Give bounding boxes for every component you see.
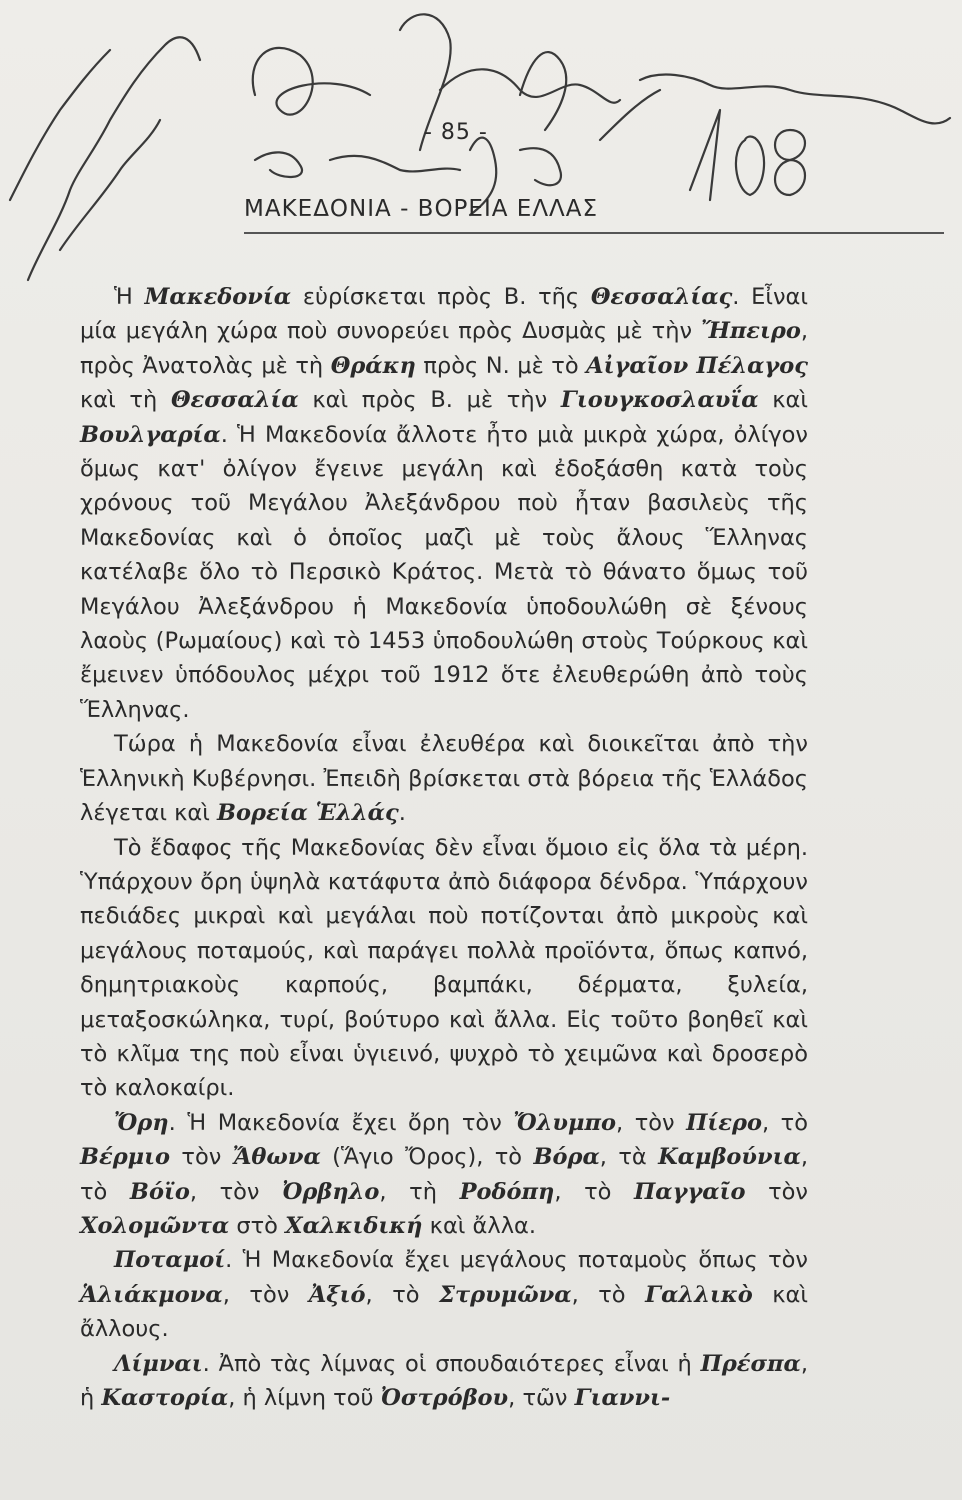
text-run: τὸν bbox=[745, 1178, 808, 1205]
emphasized-term: Ἄθωνα bbox=[232, 1144, 321, 1171]
text-run: , ἡ bbox=[80, 1350, 808, 1411]
emphasized-term: Μακεδονία bbox=[144, 284, 292, 310]
emphasized-term: Ὀρβηλο bbox=[282, 1178, 380, 1205]
text-run: . Εἶναι μία μεγάλη χώρα ποὺ συνορεύει πρὸς Δυσμὰς μὲ τὴν bbox=[80, 284, 808, 345]
emphasized-term: Βουλγαρία bbox=[80, 421, 221, 448]
handwritten-number bbox=[736, 137, 764, 195]
signature-loop bbox=[600, 90, 660, 140]
paragraph-intro bbox=[80, 280, 808, 727]
paragraph-mountains bbox=[80, 1106, 808, 1244]
handwritten-number bbox=[775, 130, 805, 195]
paragraph-terrain bbox=[80, 831, 808, 1106]
emphasized-term: Ροδόπη bbox=[459, 1178, 555, 1205]
emphasized-term: Βορεία Ἑλλάς bbox=[216, 800, 399, 827]
emphasized-term: Αἰγαῖον Πέλαγος bbox=[586, 352, 808, 379]
text-run: . bbox=[398, 800, 406, 827]
text-run: , τὸν bbox=[615, 1109, 687, 1136]
margin-signature-stroke bbox=[10, 50, 110, 200]
text-run: καὶ ἄλλα. bbox=[422, 1212, 536, 1239]
body-text bbox=[80, 280, 808, 1415]
margin-signature-stroke bbox=[60, 120, 160, 250]
text-run: . Ἀπὸ τὰς λίμνας οἱ σπουδαιότερες εἶναι ἡ bbox=[202, 1350, 701, 1377]
header-rule bbox=[244, 232, 944, 234]
text-run: πρὸς Ν. μὲ τὸ bbox=[415, 352, 587, 379]
text-run: , ἡ λίμνη τοῦ bbox=[228, 1385, 381, 1411]
emphasized-term: Γιαννι- bbox=[574, 1385, 671, 1411]
text-run: , τὸ bbox=[554, 1178, 635, 1205]
text-run: , τὸ bbox=[365, 1281, 440, 1308]
handwritten-number bbox=[690, 110, 720, 200]
emphasized-term: Λίμναι bbox=[114, 1350, 203, 1377]
text-run: (Ἅγιο Ὄρος), τὸ bbox=[320, 1144, 534, 1171]
emphasized-term: Χαλκιδική bbox=[285, 1212, 423, 1239]
emphasized-term: Καστορία bbox=[101, 1385, 229, 1411]
section-title: ΜΑΚΕΔΟΝΙΑ - ΒΟΡΕΙΑ ΕΛΛΑΣ bbox=[244, 196, 599, 222]
text-run: , τὸ bbox=[571, 1281, 646, 1308]
text-run: καὶ bbox=[758, 387, 809, 414]
text-run: Ἡ bbox=[114, 284, 145, 310]
emphasized-term: Ὄλυμπο bbox=[513, 1109, 616, 1136]
emphasized-term: Ὀστρόβου bbox=[380, 1385, 509, 1411]
text-run: , τὸ bbox=[80, 1144, 808, 1205]
signature-loop bbox=[520, 52, 566, 130]
text-run: καὶ τὴ bbox=[80, 387, 171, 414]
emphasized-term: Ἤπειρο bbox=[701, 318, 801, 345]
text-run: καὶ ἄλλους. bbox=[80, 1281, 809, 1343]
text-run: . Ἡ Μακεδονία ἔχει μεγάλους ποταμοὺς ὅπως τὸν bbox=[225, 1247, 808, 1274]
emphasized-term: Θεσσαλία bbox=[170, 387, 299, 414]
signature-loop bbox=[255, 152, 302, 177]
emphasized-term: Πρέσπα bbox=[700, 1350, 801, 1377]
text-run: , τὴ bbox=[379, 1178, 460, 1205]
emphasized-term: Καμβούνια bbox=[658, 1144, 801, 1171]
signature-loop bbox=[520, 148, 561, 185]
emphasized-term: Ἁλιάκμονα bbox=[80, 1281, 223, 1308]
signature-loop bbox=[440, 69, 620, 102]
text-run: . Ἡ Μακεδονία ἄλλοτε ἦτο μιὰ μικρὰ χώρα, ὀλίγον ὅμως κατ' ὀλίγον ἔγεινε μεγάλη καὶ ἐδοξάσθη κατὰ τοὺς χρόνους τοῦ Μεγάλου Ἀλεξάνδρου ποὺ ἦταν βασιλεὺς τῆς Μακεδονίας καὶ ὁ ὁποῖος μαζὶ μὲ τοὺς ἄλους Ἕλληνας κατέλαβε ὅλο τὸ Περσικὸ Κράτος. Μετὰ τὸ θάνατο ὅμως τοῦ Μεγάλου Ἀλεξάνδρου ἡ Μακεδονία ὑποδουλώθη σὲ ξένους λαοὺς (Ρωμαίους) καὶ τὸ 1453 ὑποδουλώθη στοὺς Τούρκους καὶ ἔμεινεν ὑπόδουλος μέχρι τοῦ 1912 ὅτε ἐλευθερώθη ἀπὸ τοὺς Ἕλληνας. bbox=[80, 421, 808, 723]
text-run: καὶ πρὸς Β. μὲ τὴν bbox=[298, 387, 561, 414]
emphasized-term: Στρυμῶνα bbox=[439, 1281, 572, 1308]
emphasized-term: Γιουγκοσλαυΐα bbox=[560, 387, 759, 414]
text-run: , τὸν bbox=[189, 1178, 283, 1205]
paragraph-freedom bbox=[80, 727, 808, 830]
emphasized-term: Ποταμοί bbox=[114, 1247, 226, 1274]
text-run: , τὰ bbox=[599, 1144, 659, 1171]
emphasized-term: Ὄρη bbox=[114, 1109, 169, 1136]
paragraph-rivers bbox=[80, 1243, 808, 1346]
text-run: στὸ bbox=[229, 1212, 286, 1239]
margin-signature-stroke bbox=[28, 37, 200, 280]
emphasized-term: Βέρμιο bbox=[80, 1144, 171, 1171]
emphasized-term: Πίερο bbox=[686, 1109, 762, 1136]
text-run: . Ἡ Μακεδονία ἔχει ὄρη τὸν bbox=[168, 1109, 514, 1136]
text-run: εὑρίσκεται πρὸς Β. τῆς bbox=[291, 284, 591, 310]
text-run: , τὸν bbox=[222, 1281, 309, 1308]
text-run: , τῶν bbox=[508, 1385, 575, 1411]
signature-loop bbox=[330, 156, 460, 172]
signature-loop bbox=[253, 48, 370, 115]
text-run: Τώρα ἡ Μακεδονία εἶναι ἐλευθέρα καὶ διοικεῖται ἀπὸ τὴν Ἑλληνικὴ Κυβέρνησι. Ἐπειδὴ βρίσκεται στὰ βόρεια τῆς Ἑλλάδος λέγεται καὶ bbox=[80, 731, 808, 827]
emphasized-term: Θεσσαλίας bbox=[590, 284, 733, 310]
emphasized-term: Βόρα bbox=[533, 1144, 600, 1171]
emphasized-term: Παγγαῖο bbox=[634, 1178, 746, 1205]
signature-loop bbox=[640, 75, 950, 124]
text-run: Τὸ ἔδαφος τῆς Μακεδονίας δὲν εἶναι ὅμοιο εἰς ὅλα τὰ μέρη. Ὑπάρχουν ὄρη ὑψηλὰ κατάφυτα ἀπὸ διάφορα δένδρα. Ὑπάρχουν πεδιάδες μικραὶ καὶ μεγάλαι ποὺ ποτίζονται ἀπὸ μικροὺς καὶ μεγάλους ποταμούς, καὶ παράγει πολλὰ προϊόντα, ὅπως καπνό, δημητριακοὺς καρπούς, βαμπάκι, δέρματα, ξυλεία, μεταξοσκώληκα, τυρί, βούτυρο καὶ ἄλλα. Εἰς τοῦτο βοηθεῖ καὶ τὸ κλῖμα της ποὺ εἶναι ὑγιεινό, ψυχρὸ τὸ χειμῶνα καὶ δροσερὸ τὸ καλοκαίρι. bbox=[80, 834, 808, 1102]
text-run: τὸν bbox=[170, 1144, 233, 1171]
text-run: , πρὸς Ἀνατολὰς μὲ τὴ bbox=[80, 318, 808, 379]
page-number: - 85 - bbox=[424, 120, 488, 145]
emphasized-term: Ἀξιό bbox=[308, 1281, 366, 1308]
emphasized-term: Γαλλικὸ bbox=[645, 1281, 753, 1308]
handwritten-annotation bbox=[0, 0, 962, 290]
paragraph-lakes bbox=[80, 1347, 808, 1416]
text-run: , τὸ bbox=[761, 1109, 808, 1136]
emphasized-term: Θράκη bbox=[330, 352, 416, 379]
emphasized-term: Χολομῶντα bbox=[80, 1212, 230, 1239]
emphasized-term: Βόϊο bbox=[129, 1178, 190, 1205]
